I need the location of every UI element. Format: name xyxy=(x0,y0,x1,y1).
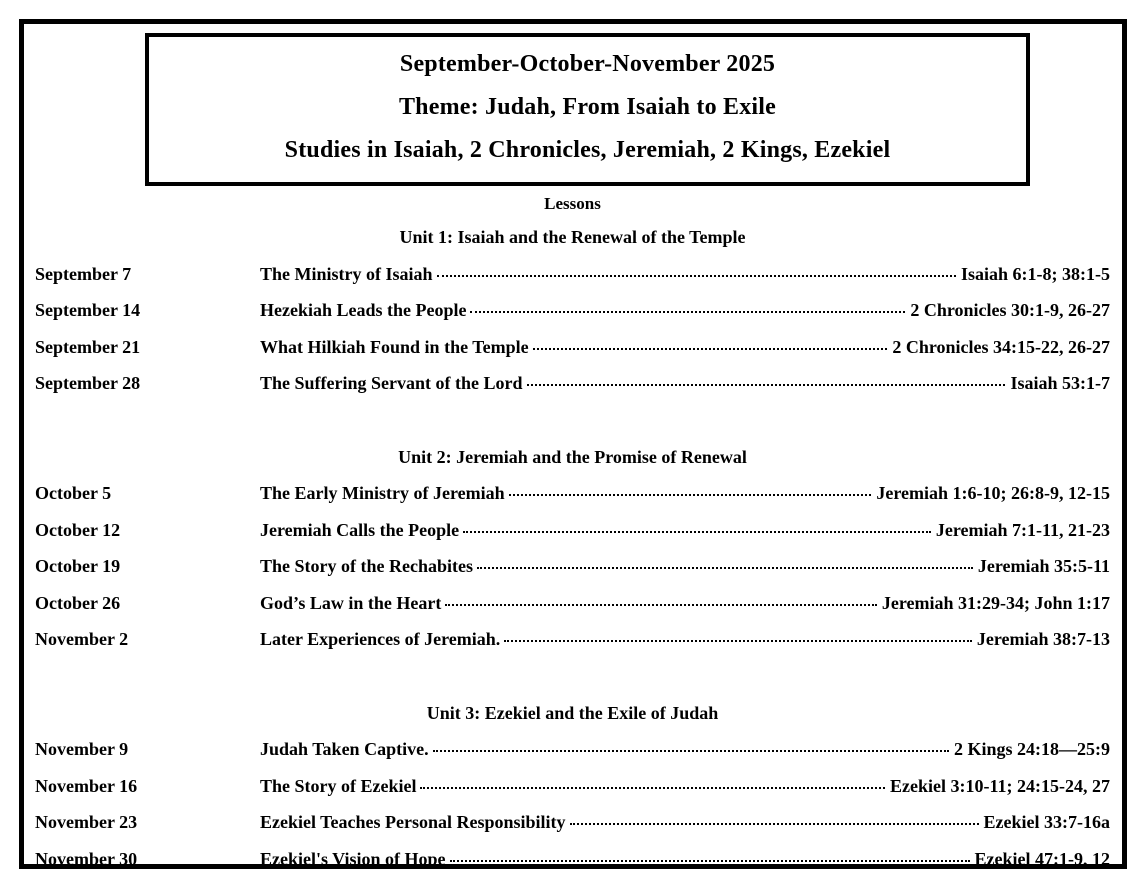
dotted-leader xyxy=(504,640,972,642)
lesson-title: Hezekiah Leads the People xyxy=(260,300,467,320)
unit-section xyxy=(35,219,1110,402)
lesson-date: November 16 xyxy=(35,775,138,796)
lesson-title: Ezekiel Teaches Personal Responsibility xyxy=(260,812,566,832)
dotted-leader xyxy=(433,750,949,752)
units-container xyxy=(35,219,1110,877)
scripture-reference: Isaiah 53:1-7 xyxy=(1010,373,1110,393)
lesson-title: God’s Law in the Heart xyxy=(260,592,442,613)
lesson-date: November 2 xyxy=(35,629,129,649)
dotted-leader xyxy=(470,311,905,313)
dotted-leader xyxy=(570,823,979,825)
dotted-leader xyxy=(463,531,931,533)
unit-lessons xyxy=(35,256,1110,402)
lesson-title: What Hilkiah Found in the Temple xyxy=(260,336,529,357)
lesson-title: Ezekiel's Vision of Hope xyxy=(260,848,446,869)
scripture-reference: Jeremiah 38:7-13 xyxy=(976,629,1110,649)
lesson-title: Later Experiences of Jeremiah. xyxy=(260,629,501,649)
scripture-reference: Ezekiel 33:7-16a xyxy=(983,812,1110,832)
lesson-title: The Suffering Servant of the Lord xyxy=(260,373,523,393)
unit-section xyxy=(35,695,1110,878)
dotted-leader xyxy=(533,348,888,350)
lesson-date: November 9 xyxy=(35,739,129,759)
scripture-reference: Ezekiel 47:1-9, 12 xyxy=(974,848,1110,869)
scripture-reference: 2 Chronicles 30:1-9, 26-27 xyxy=(910,300,1110,320)
quarter-title: September-October-November 2025 xyxy=(399,51,776,77)
dotted-leader xyxy=(450,860,970,862)
lesson-title: Jeremiah Calls the People xyxy=(260,519,460,540)
dotted-leader xyxy=(420,787,885,789)
unit-lessons xyxy=(35,731,1110,877)
dotted-leader xyxy=(437,275,956,277)
lesson-row xyxy=(35,548,1110,585)
lesson-row xyxy=(35,329,1110,366)
lesson-title: Judah Taken Captive. xyxy=(260,739,429,759)
lesson-date: October 5 xyxy=(35,483,112,503)
lesson-row xyxy=(35,621,1110,658)
lesson-row xyxy=(35,475,1110,512)
lessons-heading: Lessons xyxy=(544,194,601,213)
quarter-theme: Theme: Judah, From Isaiah to Exile xyxy=(398,94,777,120)
unit-title: Unit 1: Isaiah and the Renewal of the Temple xyxy=(399,227,746,247)
lesson-row xyxy=(35,804,1110,841)
lesson-row xyxy=(35,768,1110,805)
unit-title: Unit 3: Ezekiel and the Exile of Judah xyxy=(426,702,719,723)
lesson-title: The Story of Ezekiel xyxy=(260,775,417,796)
scripture-reference: Ezekiel 3:10-11; 24:15-24, 27 xyxy=(890,775,1110,796)
lesson-row xyxy=(35,841,1110,878)
lesson-row xyxy=(35,256,1110,293)
quarter-header-box xyxy=(145,33,1030,186)
lesson-date: November 23 xyxy=(35,812,138,832)
quarterly-schedule-page xyxy=(19,19,1127,869)
lesson-row xyxy=(35,585,1110,622)
unit-lessons xyxy=(35,475,1110,658)
dotted-leader xyxy=(477,567,973,569)
lesson-title: The Early Ministry of Jeremiah xyxy=(260,483,505,503)
dotted-leader xyxy=(509,494,872,496)
lesson-title: The Story of the Rechabites xyxy=(260,556,473,576)
dotted-leader xyxy=(445,604,877,606)
scripture-reference: Isaiah 6:1-8; 38:1-5 xyxy=(961,263,1110,284)
quarter-studies: Studies in Isaiah, 2 Chronicles, Jeremiah, 2 Kings, Ezekiel xyxy=(284,137,891,163)
lesson-date: October 19 xyxy=(35,556,121,576)
scripture-reference: Jeremiah 35:5-11 xyxy=(977,556,1110,576)
scripture-reference: Jeremiah 1:6-10; 26:8-9, 12-15 xyxy=(876,483,1110,503)
scripture-reference: Jeremiah 7:1-11, 21-23 xyxy=(935,519,1110,540)
lesson-date: September 14 xyxy=(35,300,141,320)
dotted-leader xyxy=(527,384,1006,386)
lesson-row xyxy=(35,365,1110,402)
scripture-reference: Jeremiah 31:29-34; John 1:17 xyxy=(881,592,1110,613)
lesson-date: September 21 xyxy=(35,336,141,357)
scripture-reference: 2 Chronicles 34:15-22, 26-27 xyxy=(892,336,1110,357)
lesson-title: The Ministry of Isaiah xyxy=(260,263,433,284)
lesson-date: October 12 xyxy=(35,519,121,540)
unit-title: Unit 2: Jeremiah and the Promise of Renewal xyxy=(398,446,747,467)
lesson-date: September 28 xyxy=(35,373,141,393)
lesson-row xyxy=(35,292,1110,329)
scripture-reference: 2 Kings 24:18—25:9 xyxy=(953,739,1110,759)
lesson-date: November 30 xyxy=(35,848,138,869)
lesson-row xyxy=(35,731,1110,768)
lesson-date: September 7 xyxy=(35,263,132,284)
lesson-date: October 26 xyxy=(35,592,121,613)
lesson-row xyxy=(35,512,1110,549)
unit-section xyxy=(35,439,1110,658)
